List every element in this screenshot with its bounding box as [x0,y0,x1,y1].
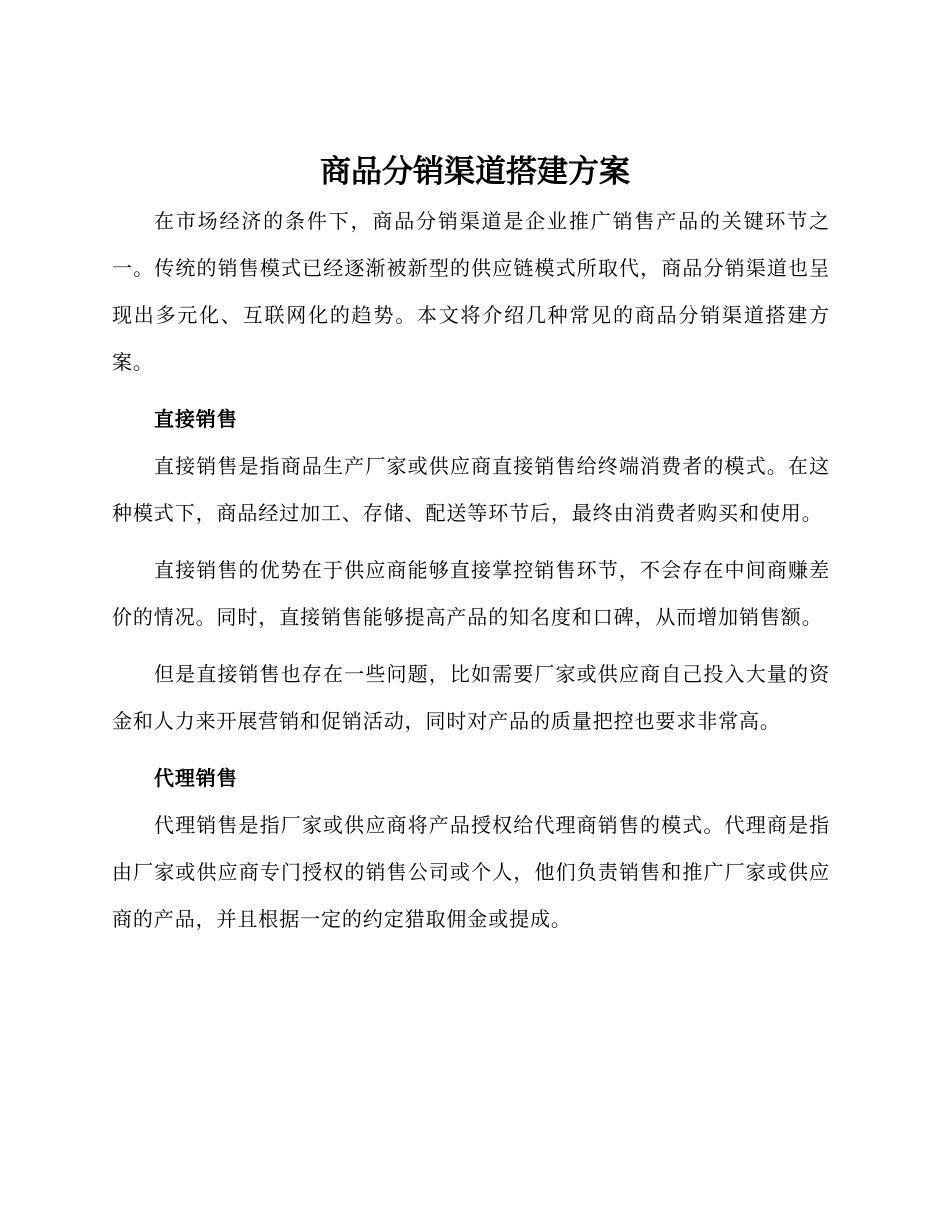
section-heading-direct-sales: 直接销售 [154,407,238,431]
body-paragraph: 直接销售是指商品生产厂家或供应商直接销售给终端消费者的模式。在这种模式下，商品经过加工、存储、配送等环节后，最终由消费者购买和使用。 [112,454,830,525]
body-paragraph: 直接销售的优势在于供应商能够直接掌控销售环节，不会存在中间商赚差价的情况。同时，直接销售能够提高产品的知名度和口碑，从而增加销售额。 [112,558,830,629]
body-paragraph: 但是直接销售也存在一些问题，比如需要厂家或供应商自己投入大量的资金和人力来开展营销和促销活动，同时对产品的质量把控也要求非常高。 [112,662,830,733]
document-body [112,198,830,943]
section-heading-agency-sales: 代理销售 [154,766,238,790]
document-title: 商品分销渠道搭建方案 [320,154,630,190]
body-paragraph: 代理销售是指厂家或供应商将产品授权给代理商销售的模式。代理商是指由厂家或供应商专门授权的销售公司或个人，他们负责销售和推广厂家或供应商的产品，并且根据一定的约定猎取佣金或提成。 [112,813,830,931]
intro-paragraph: 在市场经济的条件下，商品分销渠道是企业推广销售产品的关键环节之一。传统的销售模式已经逐渐被新型的供应链模式所取代，商品分销渠道也呈现出多元化、互联网化的趋势。本文将介绍几种常见的商品分销渠道搭建方案。 [112,209,830,374]
